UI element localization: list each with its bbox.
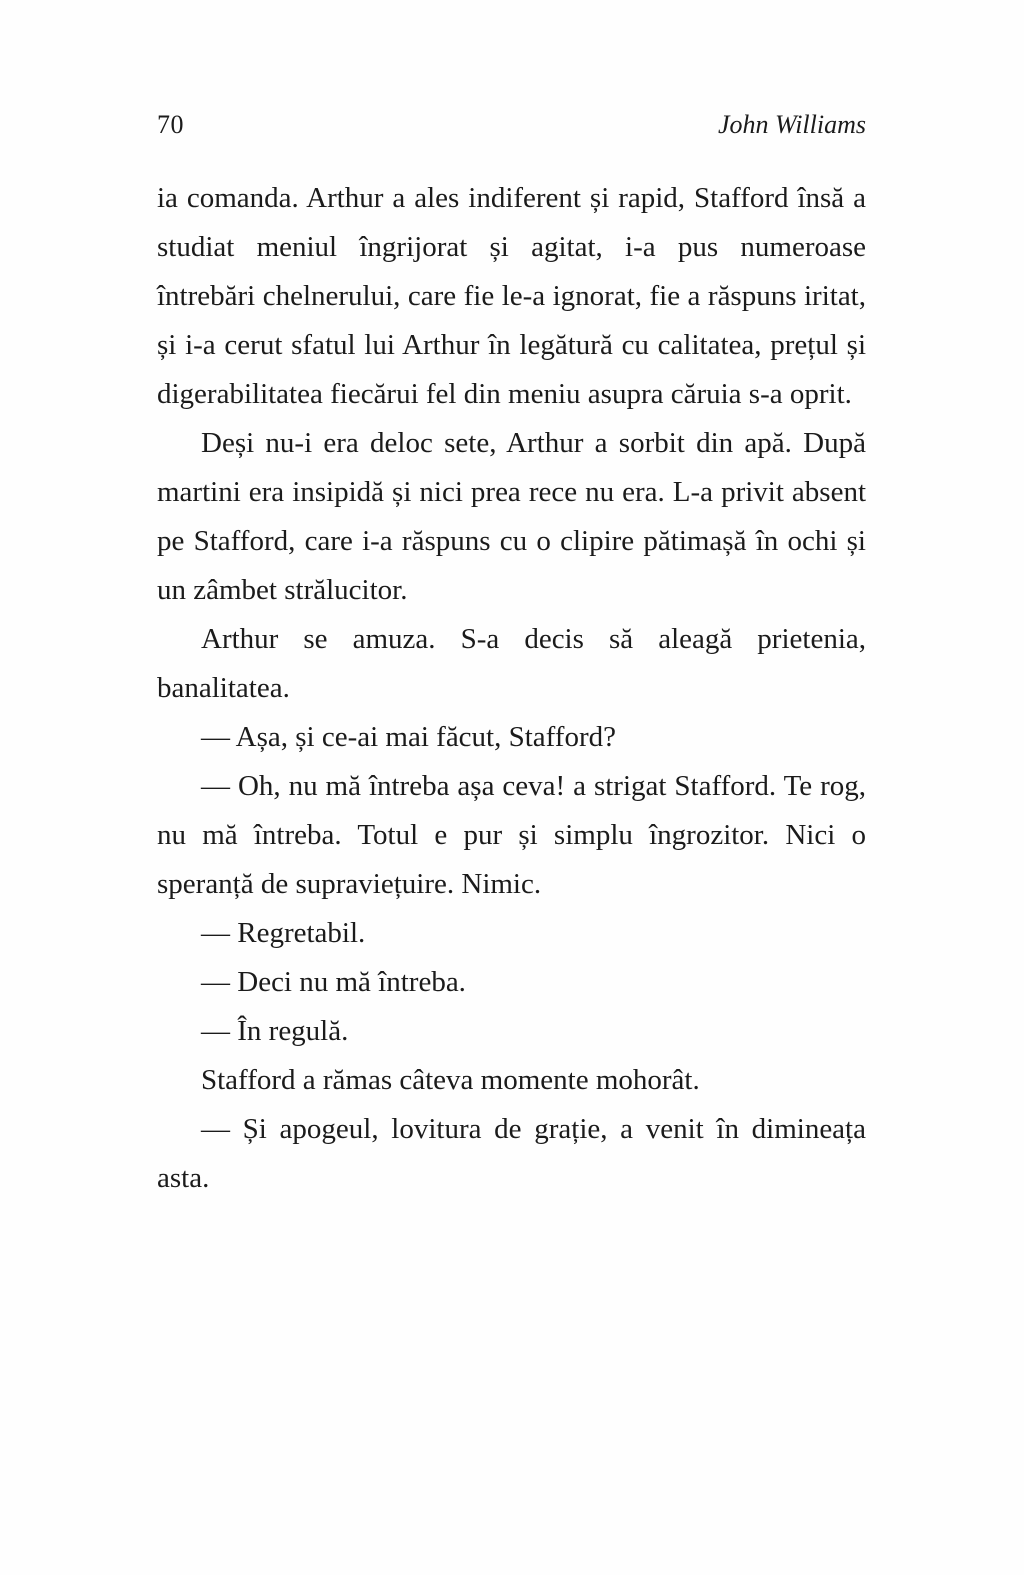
running-head [157,110,866,140]
paragraph: Stafford a rămas câteva momente mohorât. [201,1064,700,1096]
dialogue-paragraph: — Așa, și ce-ai mai făcut, Stafford? [201,721,616,753]
running-header-author: John Williams [717,110,866,139]
paragraph: Arthur se amuza. S-a decis să aleagă prietenia, banalitatea. [157,623,866,704]
dialogue-paragraph: — Regretabil. [201,917,366,949]
paragraph: Deși nu-i era deloc sete, Arthur a sorbit din apă. După martini era insipidă și nici prea rece nu era. L-a privit absent pe Stafford, care i-a răspuns cu o clipire pătimașă în ochi și un zâmbet strălucitor. [157,427,866,606]
dialogue-paragraph: — Deci nu mă întreba. [201,966,466,998]
page-number: 70 [157,110,184,139]
dialogue-paragraph: — Și apogeul, lovitura de grație, a venit în dimineața asta. [157,1113,866,1194]
page-body [157,174,866,1203]
dialogue-paragraph: — În regulă. [201,1015,349,1047]
paragraph: ia comanda. Arthur a ales indiferent și rapid, Stafford însă a studiat meniul îngrijorat și agitat, i-a pus numeroase întrebări chelnerului, care fie le-a ignorat, fie a răspuns iritat, și i-a cerut sfatul lui Arthur în legătură cu calitatea, prețul și digerabilitatea fiecărui fel din meniu asupra căruia s-a oprit. [157,182,866,410]
dialogue-paragraph: — Oh, nu mă întreba așa ceva! a strigat Stafford. Te rog, nu mă întreba. Totul e pur și simplu îngrozitor. Nici o speranță de supraviețuire. Nimic. [157,770,866,900]
